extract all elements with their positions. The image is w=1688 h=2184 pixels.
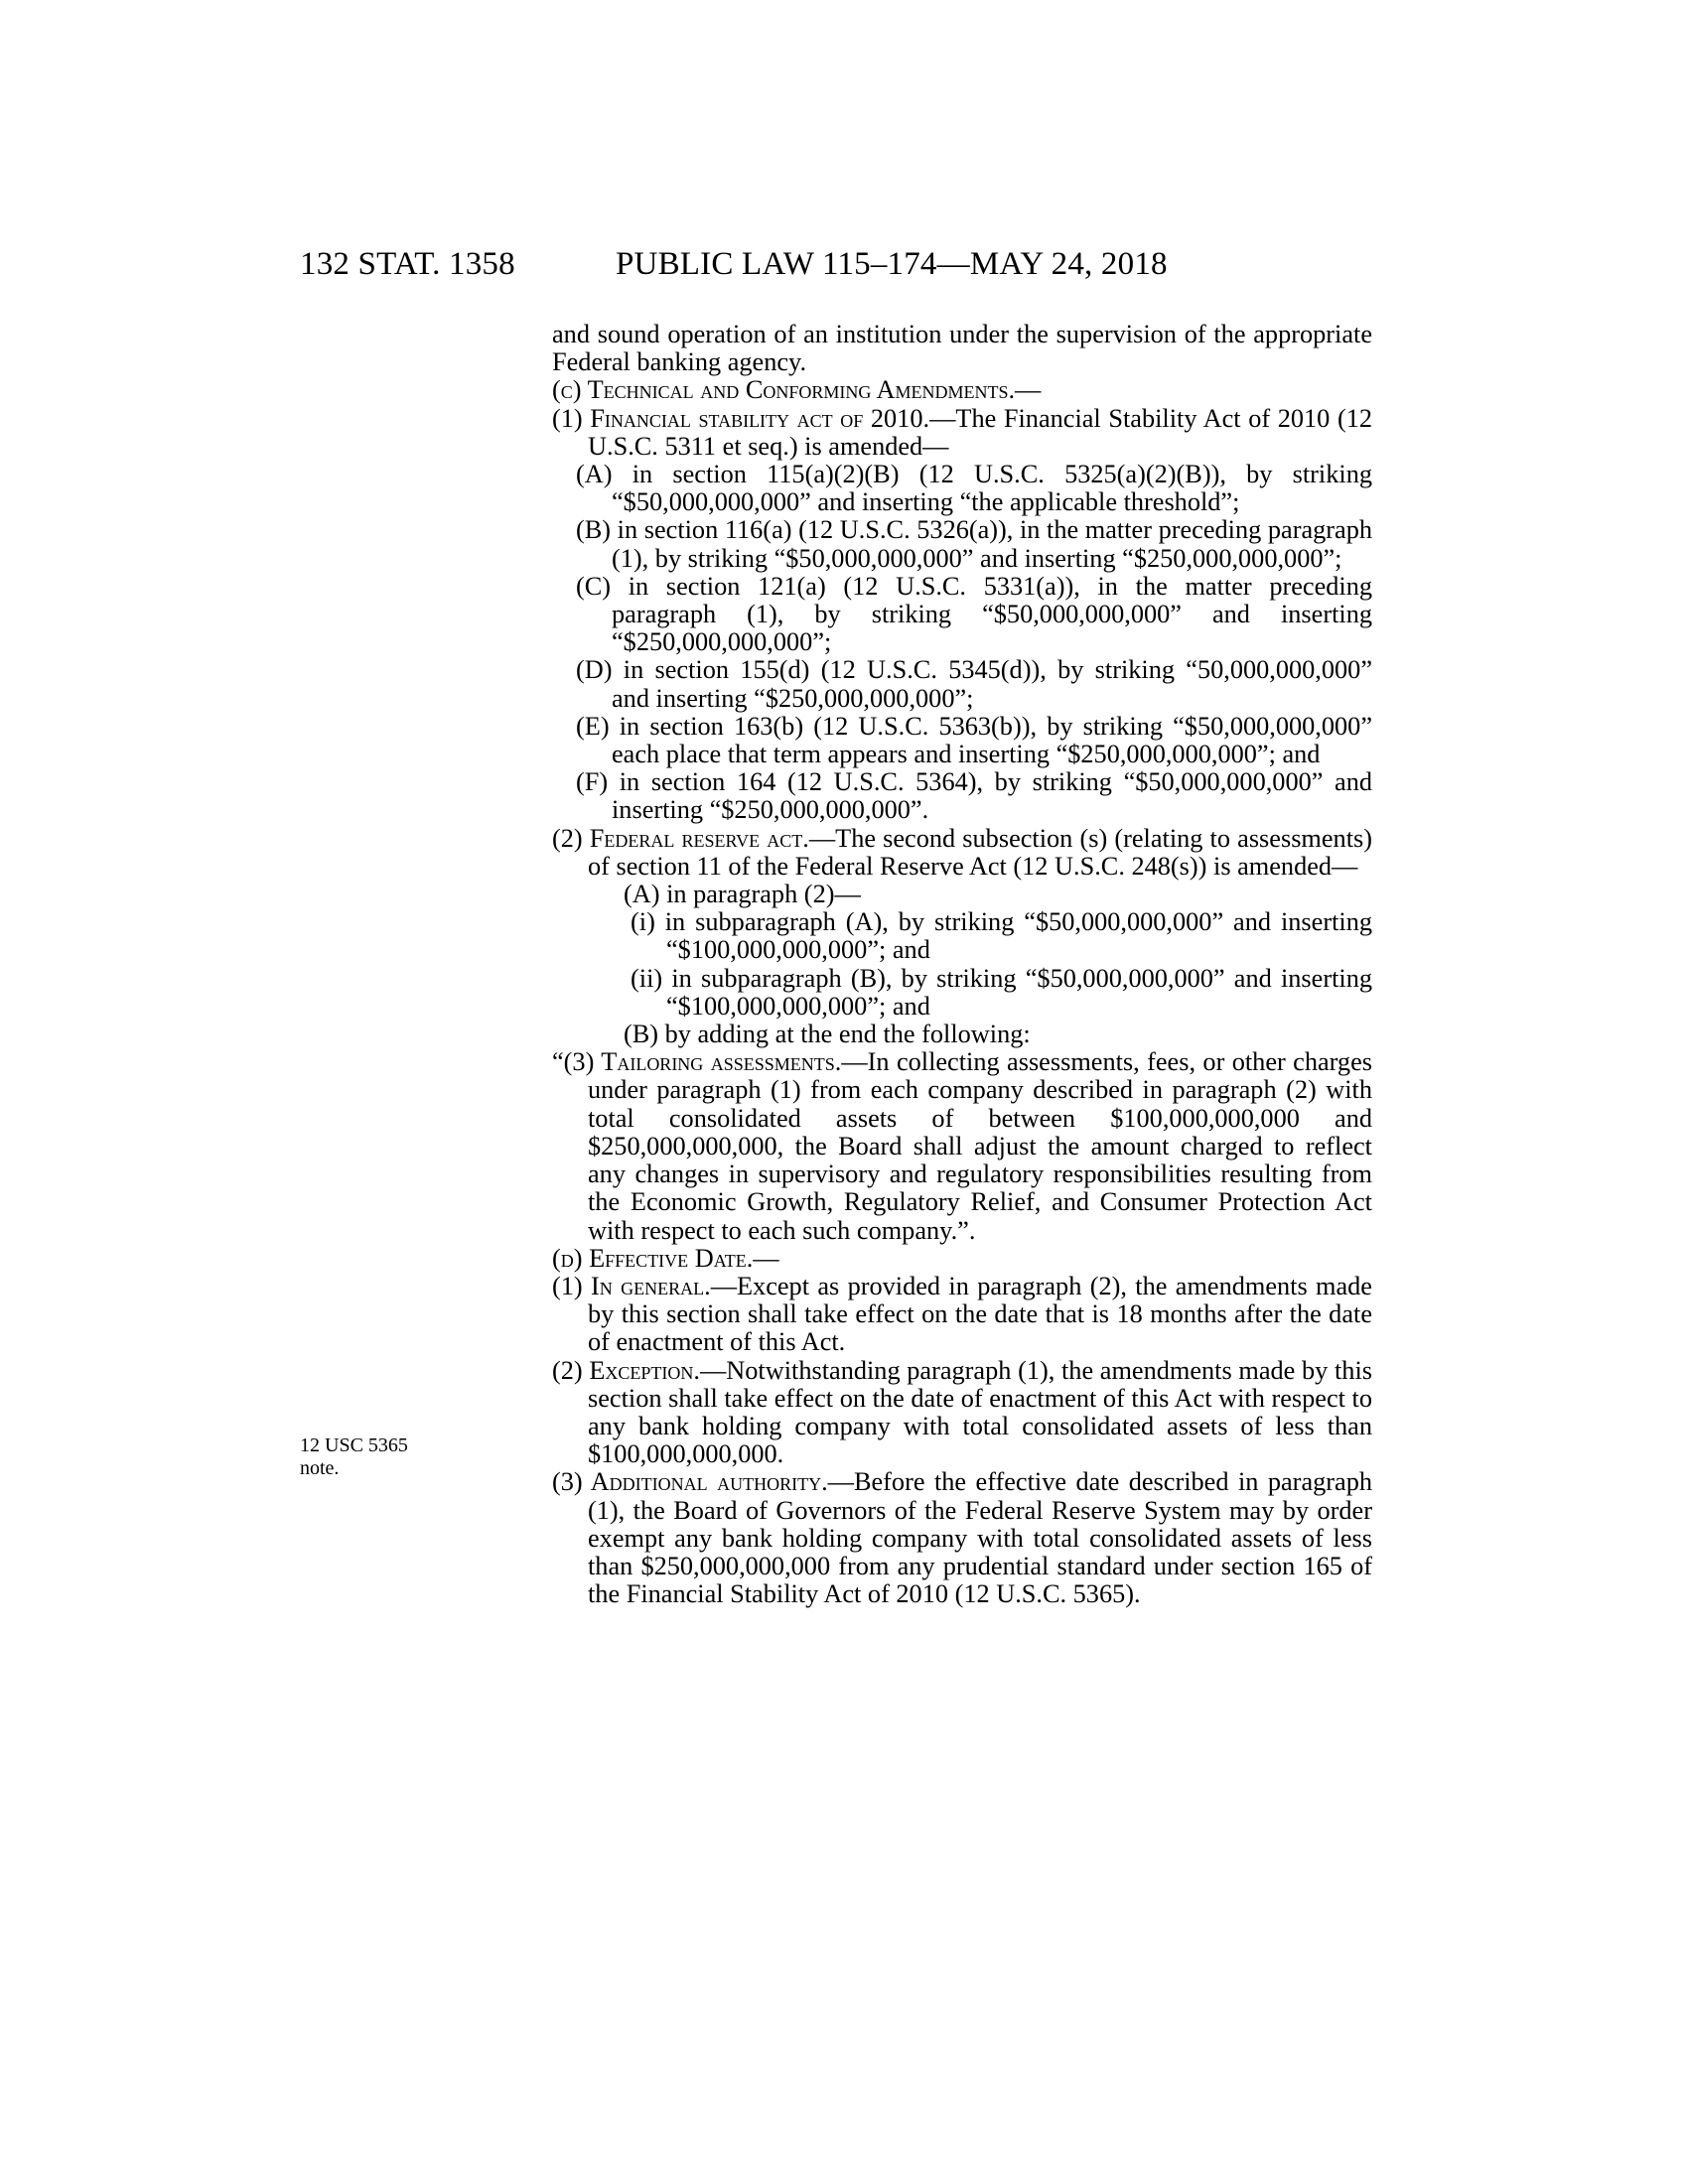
quoted-paragraph-3 <box>552 1048 1372 1244</box>
subparagraph-c1-e: (E) in section 163(b) (12 U.S.C. 5363(b)), by striking “$50,000,000,000” each place that term appears and inserting “$250,000,000,000”; and <box>576 711 1372 769</box>
subsection-c-heading: (c) Technical and Conforming Amendments.— <box>552 375 1042 405</box>
stat-citation: 132 STAT. 1358 <box>300 246 515 282</box>
clause-c2-a-i: (i) in subparagraph (A), by striking “$50,000,000,000” and inserting “$100,000,000,000”; and <box>631 907 1372 965</box>
margin-note-citation: 12 USC 5365 <box>300 1434 408 1456</box>
quoted-paragraph-3-heading: “(3) Tailoring assessments. <box>552 1047 842 1077</box>
subparagraph-c1-d: (D) in section 155(d) (12 U.S.C. 5345(d)), by striking “50,000,000,000” and inserting “$250,000,000,000”; <box>576 655 1372 713</box>
paragraph-c2-text: —The second subsection (s) (relating to assessments) of section 11 of the Federal Reserve Act (12 U.S.C. 248(s)) is amended— <box>588 823 1372 881</box>
paragraph-d1-heading: (1) In general. <box>552 1271 711 1300</box>
subparagraph-c2-a: (A) in paragraph (2)— <box>624 880 861 909</box>
paragraph-d2-heading: (2) Exception. <box>552 1355 700 1385</box>
quoted-paragraph-3-text: —In collecting assessments, fees, or other charges under paragraph (1) from each company described in paragraph (2) with total consolidated assets of between $100,000,000,000 and $250,000,000,000, the Board shall adjust the amount charged to reflect any changes in supervisory and regulatory responsibilities resulting from the Economic Growth, Regulatory Relief, and Consumer Protection Act with respect to each such company.”. <box>588 1047 1372 1245</box>
clause-c2-a-ii: (ii) in subparagraph (B), by striking “$50,000,000,000” and inserting “$100,000,000,000”; and <box>631 963 1372 1021</box>
subparagraph-c1-b: (B) in section 116(a) (12 U.S.C. 5326(a)), in the matter preceding paragraph (1), by striking “$50,000,000,000” and inserting “$250,000,000,000”; <box>576 515 1372 573</box>
subparagraph-c1-f: (F) in section 164 (12 U.S.C. 5364), by striking “$50,000,000,000” and inserting “$250,000,000,000”. <box>576 767 1372 825</box>
subparagraph-c1-a: (A) in section 115(a)(2)(B) (12 U.S.C. 5325(a)(2)(B)), by striking “$50,000,000,000” and inserting “the applicable threshold”; <box>576 460 1372 517</box>
statute-body <box>552 321 1372 1608</box>
subparagraph-c2-b: (B) by adding at the end the following: <box>624 1020 1031 1049</box>
paragraph-c1-text: —The Financial Stability Act of 2010 (12 U.S.C. 5311 et seq.) is amended— <box>588 403 1372 461</box>
paragraph-d3-heading: (3) Additional authority. <box>552 1467 828 1497</box>
paragraph-d2 <box>552 1357 1372 1469</box>
paragraph-continuation: and sound operation of an institution under the supervision of the appropriate Federal banking agency. <box>552 320 1372 377</box>
paragraph-c1 <box>552 405 1372 461</box>
paragraph-c1-heading: (1) Financial stability act of 2010. <box>552 403 930 433</box>
margin-note-suffix: note. <box>300 1457 340 1479</box>
paragraph-c2-heading: (2) Federal reserve act. <box>552 823 809 853</box>
margin-note <box>300 1434 498 1480</box>
paragraph-d2-text: —Notwithstanding paragraph (1), the amendments made by this section shall take effect on the date of enactment of this Act with respect to any bank holding company with total consolidated assets of less than $100,000,000,000. <box>588 1355 1372 1469</box>
paragraph-d1-text: —Except as provided in paragraph (2), the amendments made by this section shall take effect on the date that is 18 months after the date of enactment of this Act. <box>588 1271 1372 1357</box>
paragraph-d3 <box>552 1468 1372 1608</box>
paragraph-c2 <box>552 825 1372 881</box>
running-header-title: PUBLIC LAW 115–174—MAY 24, 2018 <box>616 246 1168 282</box>
subparagraph-c1-c: (C) in section 121(a) (12 U.S.C. 5331(a)), in the matter preceding paragraph (1), by striking “$50,000,000,000” and inserting “$250,000,000,000”; <box>576 571 1372 657</box>
paragraph-d1 <box>552 1273 1372 1357</box>
subsection-d-heading: (d) Effective Date.— <box>552 1243 779 1273</box>
paragraph-d3-text: —Before the effective date described in paragraph (1), the Board of Governors of the Federal Reserve System may by order exempt any bank holding company with total consolidated assets of less than $250,000,000,000 from any prudential standard under section 165 of the Financial Stability Act of 2010 (12 U.S.C. 5365). <box>588 1467 1372 1609</box>
